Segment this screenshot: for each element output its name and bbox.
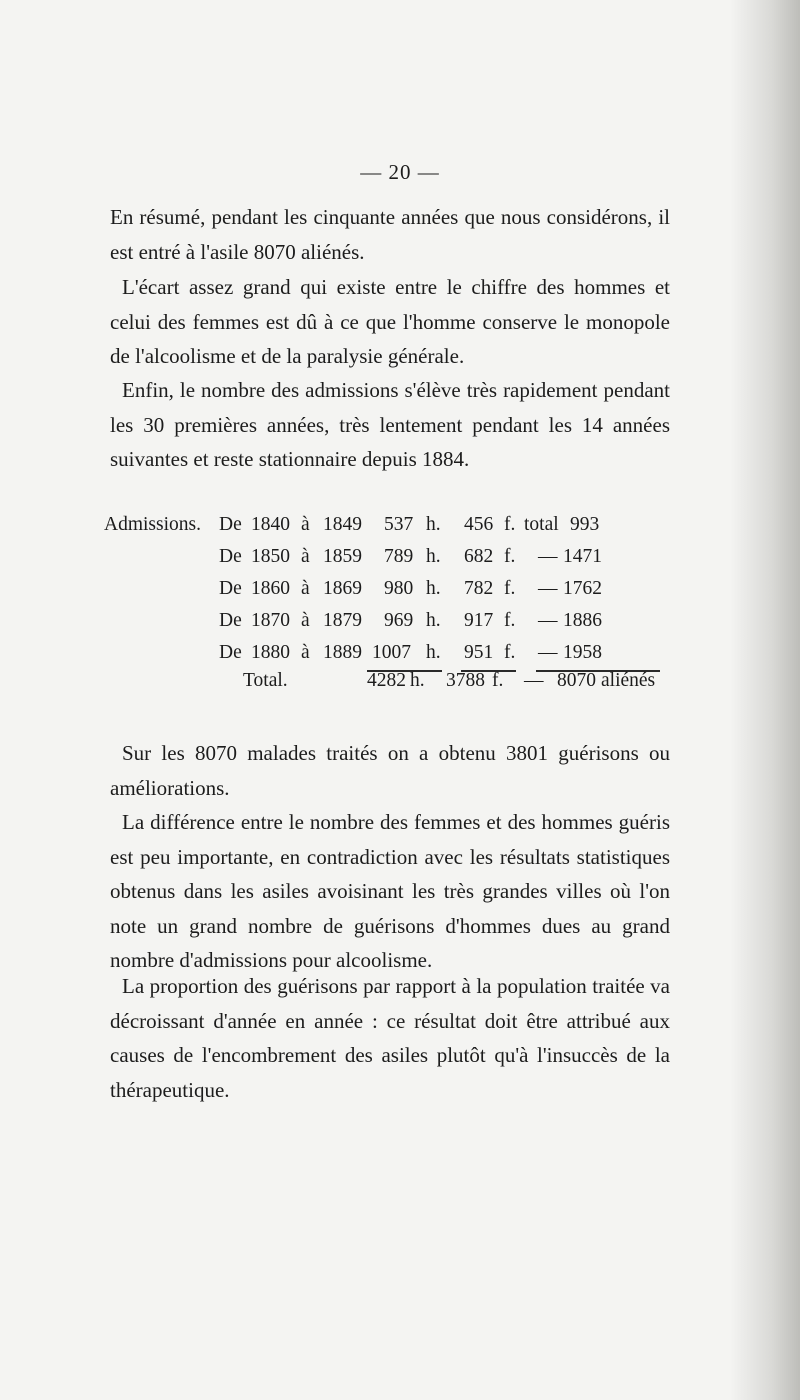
row-h: h.	[426, 514, 441, 535]
row-to-year: 1849	[323, 514, 362, 535]
row-de: De	[219, 642, 242, 663]
row-men: 789	[384, 546, 414, 567]
row-men: 537	[384, 514, 414, 535]
row-total-prefix: —	[538, 546, 558, 567]
row-f: f.	[504, 514, 516, 535]
row-h: h.	[426, 642, 441, 663]
paragraph-admissions-trend: Enfin, le nombre des admissions s'élève très rapidement pendant les 30 premières années, très lentement pendant les 14 années suivantes et reste stationnaire depuis 1884.	[110, 378, 670, 471]
row-f: f.	[504, 578, 516, 599]
row-men: 1007	[372, 642, 411, 663]
row-a: à	[301, 642, 310, 663]
row-women: 682	[464, 546, 494, 567]
row-total: 1886	[563, 610, 602, 631]
row-f: f.	[504, 610, 516, 631]
paragraph-summary: En résumé, pendant les cinquante années que nous considérons, il est entré à l'asile 8070 aliénés.	[110, 205, 670, 264]
row-total-prefix: —	[538, 642, 558, 663]
row-from-year: 1860	[251, 578, 290, 599]
row-a: à	[301, 514, 310, 535]
row-women: 456	[464, 514, 494, 535]
row-men: 969	[384, 610, 414, 631]
row-h: h.	[426, 610, 441, 631]
row-a: à	[301, 546, 310, 567]
row-to-year: 1869	[323, 578, 362, 599]
row-from-year: 1880	[251, 642, 290, 663]
row-from-year: 1870	[251, 610, 290, 631]
row-f: f.	[504, 642, 516, 663]
row-de: De	[219, 578, 242, 599]
row-to-year: 1889	[323, 642, 362, 663]
row-h: h.	[426, 578, 441, 599]
row-total: 1958	[563, 642, 602, 663]
row-to-year: 1879	[323, 610, 362, 631]
row-de: De	[219, 514, 242, 535]
total-h: h.	[410, 670, 425, 691]
admissions-table	[0, 506, 800, 706]
paragraph-gender-gap: L'écart assez grand qui existe entre le chiffre des hommes et celui des femmes est dû à ce que l'homme conserve le monopole de l'alcoolisme et de la paralysie générale.	[110, 275, 670, 368]
row-total: 993	[570, 514, 600, 535]
total-prefix: —	[524, 670, 544, 691]
row-total-prefix: —	[538, 610, 558, 631]
total-men: 4282	[367, 670, 406, 691]
row-h: h.	[426, 546, 441, 567]
row-to-year: 1859	[323, 546, 362, 567]
row-de: De	[219, 610, 242, 631]
total-suffix: aliénés	[601, 670, 656, 691]
paragraph-recovery-proportion: La proportion des guérisons par rapport à la population traitée va décroissant d'année en année : ce résultat doit être attribué aux causes de l'encombrement des asiles plutôt qu'à l'insuccès de la thérapeutique.	[110, 974, 670, 1102]
row-from-year: 1850	[251, 546, 290, 567]
row-a: à	[301, 610, 310, 631]
row-women: 782	[464, 578, 494, 599]
paragraph-gender-difference: La différence entre le nombre des femmes et des hommes guéris est peu importante, en contradiction avec les résultats statistiques obtenus dans les asiles avoisinant les très grandes villes où l'on note un grand nombre de guérisons d'hommes dues au grand nombre d'admissions pour alcoolisme.	[110, 810, 670, 972]
row-from-year: 1840	[251, 514, 290, 535]
row-women: 917	[464, 610, 494, 631]
row-f: f.	[504, 546, 516, 567]
row-de: De	[219, 546, 242, 567]
admissions-label: Admissions.	[104, 514, 201, 535]
row-total: 1762	[563, 578, 602, 599]
row-total: 1471	[563, 546, 602, 567]
row-total-prefix: —	[538, 578, 558, 599]
row-total-prefix: total	[524, 514, 559, 535]
total-women: 3788	[446, 670, 485, 691]
row-men: 980	[384, 578, 414, 599]
page-number: — 20 —	[360, 160, 440, 184]
total-sum: 8070	[557, 670, 596, 691]
paragraph-recoveries: Sur les 8070 malades traités on a obtenu 3801 guérisons ou améliorations.	[110, 741, 670, 800]
row-women: 951	[464, 642, 494, 663]
row-a: à	[301, 578, 310, 599]
total-label: Total.	[243, 670, 288, 691]
total-f: f.	[492, 670, 504, 691]
